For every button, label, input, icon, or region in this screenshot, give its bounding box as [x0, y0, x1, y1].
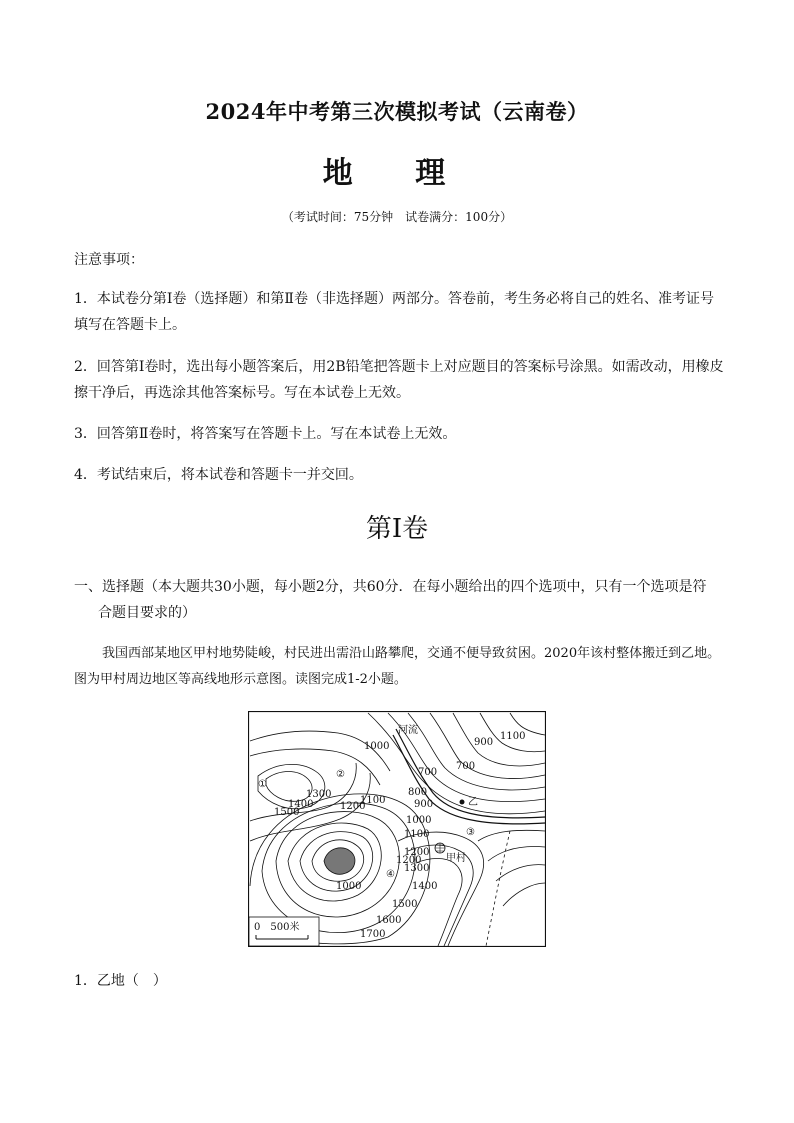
contour-label: 1700 — [360, 929, 386, 940]
contour-label: 1000 — [364, 741, 390, 752]
section-heading — [74, 574, 724, 626]
contour-map — [248, 711, 546, 947]
contour-label: 1100 — [500, 731, 526, 742]
section-line-1: 一、选择题（本大题共30小题，每小题2分，共60分．在每小题给出的四个选项中，只有一个选项是符 — [74, 579, 707, 595]
place-yi: 乙 — [468, 797, 478, 808]
contour-label: 1400 — [412, 881, 438, 892]
notice-item: 4．考试结束后，将本试卷和答题卡一并交回。 — [74, 467, 363, 483]
subject-title: 地 理 — [322, 156, 472, 191]
volume-title: 第Ⅰ卷 — [365, 514, 429, 544]
contour-label: 900 — [474, 737, 494, 748]
contour-label: 1300 — [404, 863, 430, 874]
contour-label: 1200 — [340, 801, 366, 812]
contour-label: 1100 — [360, 795, 386, 806]
yi-point — [460, 800, 465, 805]
notice-item: 1．本试卷分第Ⅰ卷（选择题）和第Ⅱ卷（非选择题）两部分。答卷前，考生务必将自己的姓名、准考证号填写在答题卡上。 — [74, 291, 714, 333]
contour-label: 1500 — [392, 899, 418, 910]
contour-label: 900 — [414, 799, 434, 810]
exam-info: （考试时间：75分钟 试卷满分：100分） — [281, 210, 513, 224]
contour-label: 1000 — [336, 881, 362, 892]
question-1: 1．乙地（ ） — [74, 973, 167, 989]
exam-title: 2024年中考第三次模拟考试（云南卷） — [205, 99, 589, 124]
section-line-2: 合题目要求的） — [98, 605, 196, 621]
contour-label: 800 — [408, 787, 428, 798]
contour-label: 1300 — [306, 789, 332, 800]
marker-1: ① — [258, 779, 267, 790]
contour-label: 1000 — [406, 815, 432, 826]
contour-label: 700 — [418, 767, 438, 778]
marker-4: ④ — [386, 869, 395, 880]
marker-3: ③ — [466, 827, 475, 838]
notice-item: 2．回答第Ⅰ卷时，选出每小题答案后，用2B铅笔把答题卡上对应题目的答案标号涂黑。如需改动，用橡皮擦干净后，再选涂其他答案标号。写在本试卷上无效。 — [74, 359, 724, 401]
contour-label: 700 — [456, 761, 476, 772]
marker-2: ② — [336, 769, 345, 780]
notice-item: 3．回答第Ⅱ卷时，将答案写在答题卡上。写在本试卷上无效。 — [74, 426, 457, 442]
river-label: 河流 — [398, 725, 418, 736]
contour-label: 1200 — [396, 855, 422, 866]
question-intro: 我国西部某地区甲村地势陡峻，村民进出需沿山路攀爬，交通不便导致贫困。2020年该村整体搬迁到乙地。图为甲村周边地区等高线地形示意图。读图完成1-2小题。 — [74, 646, 721, 687]
contour-label: 1100 — [404, 829, 430, 840]
place-jia: 甲村 — [446, 853, 466, 864]
scale-label: 0 500米 — [254, 922, 300, 933]
contour-label: 1200 — [404, 847, 430, 858]
contour-label: 1500 — [274, 807, 300, 818]
contour-label: 1600 — [376, 915, 402, 926]
notice-heading: 注意事项： — [74, 252, 144, 268]
contour-label: 1400 — [288, 799, 314, 810]
